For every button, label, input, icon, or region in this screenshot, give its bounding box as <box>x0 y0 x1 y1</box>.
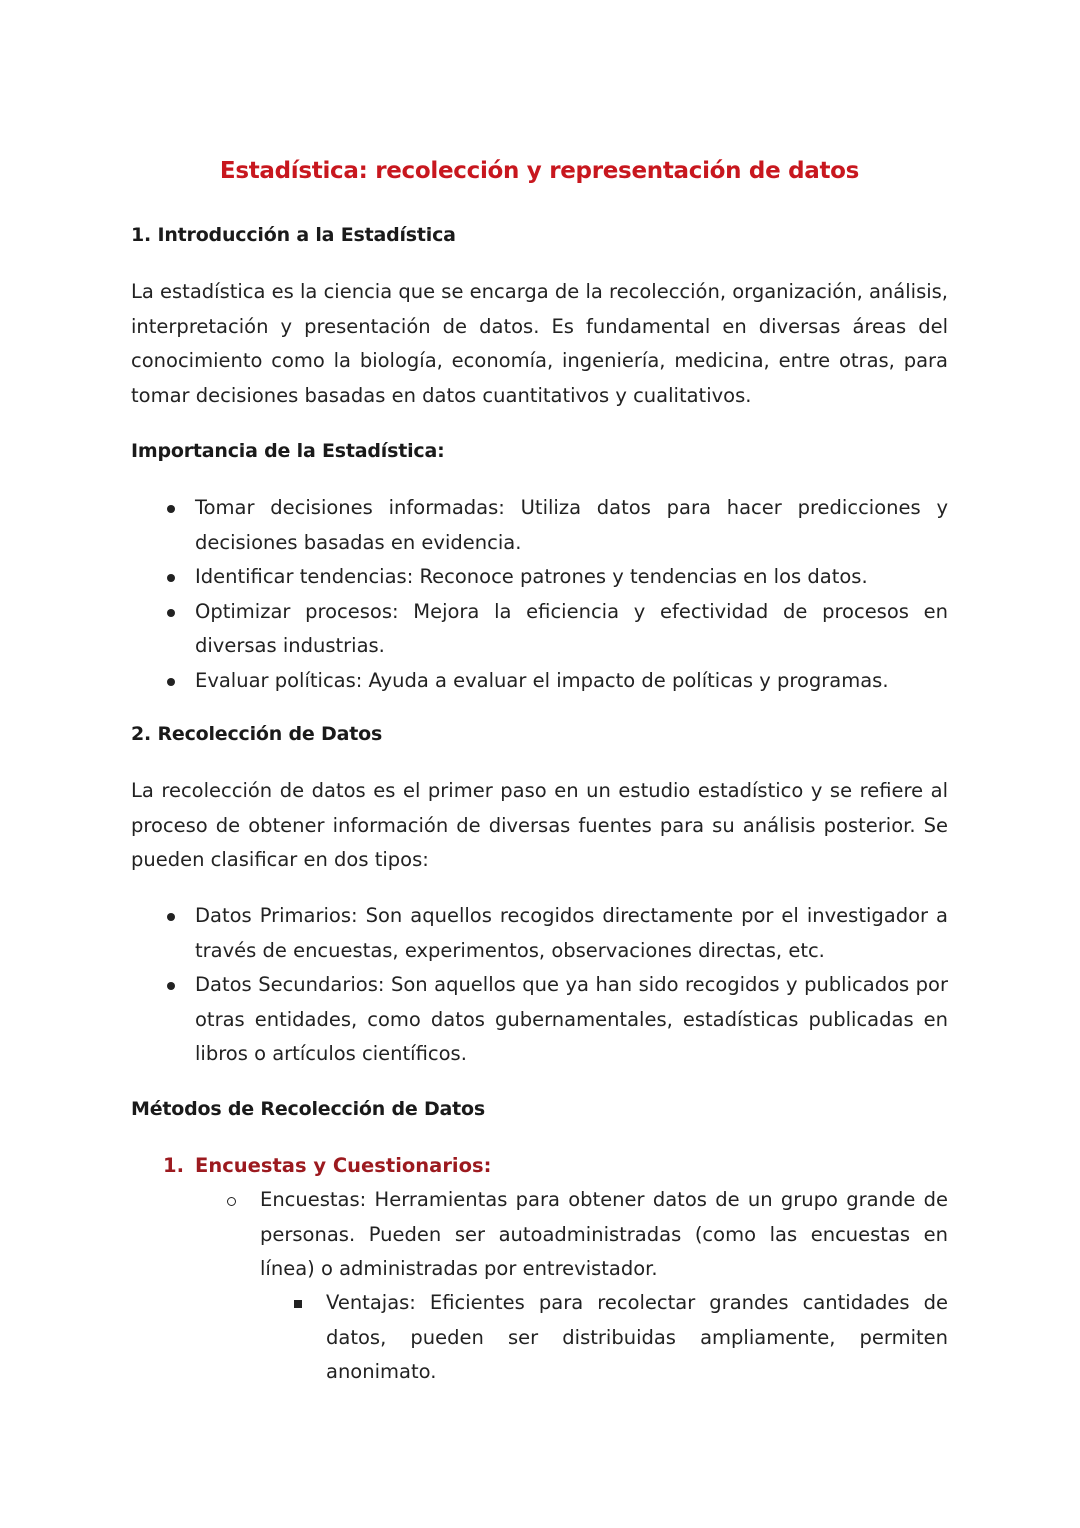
list-item: Tomar decisiones informadas: Utiliza datos para hacer predicciones y decisiones basadas en evidencia. <box>131 491 948 560</box>
method1-label: Encuestas y Cuestionarios: <box>195 1154 492 1177</box>
section2-paragraph: La recolección de datos es el primer paso en un estudio estadístico y se refiere al proceso de obtener información de diversas fuentes para su análisis posterior. Se pueden clasificar en dos tipos: <box>131 779 948 871</box>
method1-title <box>163 1154 491 1177</box>
document-title: Estadística: recolección y representación de datos <box>219 158 860 184</box>
bullet-icon <box>167 505 175 513</box>
bullet-icon <box>167 982 175 990</box>
section1-paragraph: La estadística es la ciencia que se encarga de la recolección, organización, análisis, interpretación y presentación de datos. Es fundamental en diversas áreas del conocimiento como la biología, economía, ingeniería, medicina, entre otras, para tomar decisiones basadas en datos cuantitativos y cualitativos. <box>131 280 948 407</box>
methods-heading: Métodos de Recolección de Datos <box>131 1098 486 1120</box>
list-item: Evaluar políticas: Ayuda a evaluar el impacto de políticas y programas. <box>131 664 948 699</box>
bullet-icon <box>167 678 175 686</box>
bullet-icon <box>167 574 175 582</box>
importance-list <box>131 491 948 698</box>
square-bullet-icon <box>294 1300 302 1308</box>
bullet-icon <box>167 913 175 921</box>
section2-heading: 2. Recolección de Datos <box>131 723 383 745</box>
data-types-list <box>131 899 948 1072</box>
method1-sub-item: Encuestas: Herramientas para obtener datos de un grupo grande de personas. Pueden ser autoadministradas (como las encuestas en línea) o administradas por entrevistador. <box>260 1183 948 1287</box>
section1-heading: 1. Introducción a la Estadística <box>131 224 456 246</box>
bullet-icon <box>167 609 175 617</box>
list-item: Optimizar procesos: Mejora la eficiencia y efectividad de procesos en diversas industrias. <box>131 595 948 664</box>
importance-heading: Importancia de la Estadística: <box>131 440 445 462</box>
method1-subsub-item: Ventajas: Eficientes para recolectar grandes cantidades de datos, pueden ser distribuidas ampliamente, permiten anonimato. <box>326 1286 948 1390</box>
circle-bullet-icon <box>227 1197 236 1206</box>
list-item: Datos Primarios: Son aquellos recogidos directamente por el investigador a través de encuestas, experimentos, observaciones directas, etc. <box>131 899 948 968</box>
list-item: Datos Secundarios: Son aquellos que ya han sido recogidos y publicados por otras entidades, como datos gubernamentales, estadísticas publicadas en libros o artículos científicos. <box>131 968 948 1072</box>
method1-number: 1. <box>163 1154 184 1177</box>
list-item: Identificar tendencias: Reconoce patrones y tendencias en los datos. <box>131 560 948 595</box>
